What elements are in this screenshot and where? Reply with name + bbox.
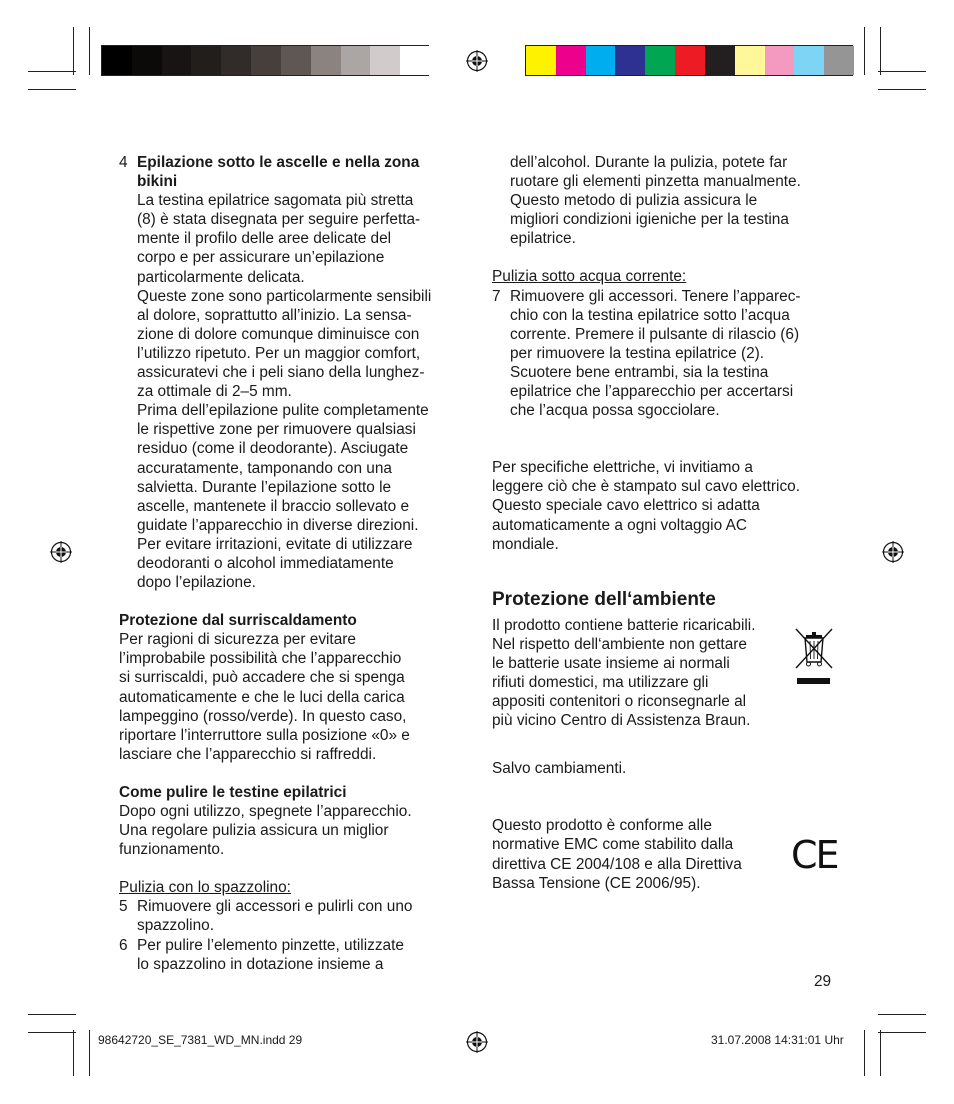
color-swatch xyxy=(765,46,795,75)
color-swatch xyxy=(221,46,251,75)
color-swatch xyxy=(311,46,341,75)
text-line: ruotare gli elementi pinzetta manualmente. xyxy=(510,173,801,191)
footer-timestamp: 31.07.2008 14:31:01 Uhr xyxy=(711,1033,844,1047)
step-body xyxy=(137,897,464,935)
step-6 xyxy=(119,936,464,974)
color-swatch xyxy=(705,46,735,75)
ce-mark-icon: CE xyxy=(791,833,838,877)
left-column xyxy=(119,153,464,974)
text-line: Il prodotto contiene batterie ricaricabili. xyxy=(492,616,756,634)
text-line: guidate l’apparecchio in diverse direzioni. xyxy=(137,516,419,534)
crossed-out-bin-icon xyxy=(794,626,836,686)
text-line: (8) è stata disegnata per seguire perfetta- xyxy=(137,211,421,229)
text-line: funzionamento. xyxy=(119,841,225,859)
step-number: 5 xyxy=(119,898,128,916)
text-line: migliori condizioni igieniche per la testina xyxy=(510,211,789,229)
text-line: lampeggino (rosso/verde). In questo caso, xyxy=(119,707,407,725)
text-line: mondiale. xyxy=(492,535,559,553)
section-heading-environment: Protezione dell‘ambiente xyxy=(492,588,716,610)
text-line: al dolore, soprattutto all’inizio. La sensa- xyxy=(137,306,412,324)
text-line: spazzolino. xyxy=(137,917,214,935)
text-line: appositi contenitori o riconsegnarle al xyxy=(492,693,747,711)
section-heading-overheat: Protezione dal surriscaldamento xyxy=(119,612,357,630)
text-line: Una regolare pulizia assicura un miglior xyxy=(119,822,389,840)
color-swatch xyxy=(162,46,192,75)
text-line: chio con la testina epilatrice sotto l’acqua xyxy=(510,306,790,324)
color-swatch xyxy=(102,46,132,75)
text-line: salvietta. Durante l’epilazione sotto le xyxy=(137,478,392,496)
color-swatch xyxy=(191,46,221,75)
text-line: le batterie usate insieme ai normali xyxy=(492,654,730,672)
step-number: 7 xyxy=(492,287,501,305)
overheat-body xyxy=(119,630,464,764)
text-line: Prima dell’epilazione pulite completamente xyxy=(137,402,429,420)
text-line: l’utilizzo ripetuto. Per un maggior comfort, xyxy=(137,344,421,362)
grayscale-color-bar xyxy=(101,45,429,76)
text-line: dell’alcohol. Durante la pulizia, potete far xyxy=(510,154,788,171)
color-swatch xyxy=(400,46,430,75)
text-line: lo spazzolino in dotazione insieme a xyxy=(137,955,384,973)
text-line: normative EMC come stabilito dalla xyxy=(492,836,734,854)
text-line: Rimuovere gli accessori e pulirli con uno xyxy=(137,898,413,916)
text-line: Per specifiche elettriche, vi invitiamo a xyxy=(492,459,753,477)
environment-body xyxy=(492,616,837,731)
text-line: rifiuti domestici, ma utilizzare gli xyxy=(492,673,709,691)
text-line: Dopo ogni utilizzo, spegnete l’apparecchio. xyxy=(119,803,412,820)
text-line: che l’acqua possa sgocciolare. xyxy=(510,402,720,420)
text-line: assicuratevi che i peli siano della lunghez- xyxy=(137,364,425,382)
subheading-water: Pulizia sotto acqua corrente: xyxy=(492,268,687,286)
cleaning-body xyxy=(119,802,464,859)
color-swatch xyxy=(824,46,854,75)
text-line: Questo metodo di pulizia assicura le xyxy=(510,192,758,210)
text-line: ascelle, mantenete il braccio sollevato e xyxy=(137,497,410,515)
step-7 xyxy=(492,287,837,421)
text-line: dopo l’epilazione. xyxy=(137,574,256,592)
color-swatch xyxy=(556,46,586,75)
color-swatch xyxy=(341,46,371,75)
text-line: particolarmente delicata. xyxy=(137,268,305,286)
text-line: l’improbabile possibilità che l’apparecchio xyxy=(119,650,402,668)
registration-mark-icon xyxy=(466,50,488,72)
color-swatch xyxy=(735,46,765,75)
text-line: Nel rispetto dell‘ambiente non gettare xyxy=(492,635,747,653)
text-line: za ottimale di 2–5 mm. xyxy=(137,383,292,401)
color-swatch xyxy=(675,46,705,75)
page-number: 29 xyxy=(814,973,832,990)
changes-notice: Salvo cambiamenti. xyxy=(492,760,627,778)
section-heading-cleaning: Come pulire le testine epilatrici xyxy=(119,783,347,801)
text-line: Rimuovere gli accessori. Tenere l’apparec- xyxy=(510,287,801,305)
color-swatch xyxy=(645,46,675,75)
ce-conformity-body xyxy=(492,816,837,892)
text-line: automaticamente a ogni voltaggio AC xyxy=(492,516,747,534)
step-body xyxy=(137,191,464,592)
step-title: bikini xyxy=(137,173,178,191)
right-column xyxy=(492,153,837,893)
color-swatch xyxy=(615,46,645,75)
text-line: leggere ciò che è stampato sul cavo elettrico. xyxy=(492,478,800,496)
text-line: riportare l’interruttore sulla posizione «0» e xyxy=(119,726,410,744)
color-swatch xyxy=(251,46,281,75)
step-number: 6 xyxy=(119,936,128,954)
step-4 xyxy=(119,153,464,592)
text-line: direttiva CE 2004/108 e alla Direttiva xyxy=(492,855,742,873)
text-line: per rimuovere la testina epilatrice (2). xyxy=(510,344,765,362)
text-line: Queste zone sono particolarmente sensibili xyxy=(137,287,432,305)
step-number: 4 xyxy=(119,154,128,171)
text-line: Per pulire l’elemento pinzette, utilizzate xyxy=(137,936,404,954)
text-line: Per evitare irritazioni, evitate di utilizzare xyxy=(137,535,413,553)
color-swatch xyxy=(132,46,162,75)
step-5 xyxy=(119,897,464,935)
color-swatch xyxy=(281,46,311,75)
electric-specs-body xyxy=(492,458,837,553)
step-title: Epilazione sotto le ascelle e nella zona xyxy=(137,154,420,171)
color-swatch xyxy=(586,46,616,75)
text-line: residuo (come il deodorante). Asciugate xyxy=(137,440,409,458)
process-color-bar xyxy=(525,45,853,76)
text-line: più vicino Centro di Assistenza Braun. xyxy=(492,712,751,730)
color-swatch xyxy=(794,46,824,75)
text-line: epilatrice. xyxy=(510,230,576,248)
footer-file-name: 98642720_SE_7381_WD_MN.indd 29 xyxy=(98,1033,303,1047)
subheading-brush: Pulizia con lo spazzolino: xyxy=(119,879,291,897)
text-line: corrente. Premere il pulsante di rilascio (6) xyxy=(510,325,800,343)
text-line: Per ragioni di sicurezza per evitare xyxy=(119,631,356,649)
text-line: Questo speciale cavo elettrico si adatta xyxy=(492,497,760,515)
text-line: automaticamente e che le luci della carica xyxy=(119,688,405,706)
color-swatch xyxy=(370,46,400,75)
registration-mark-icon xyxy=(882,541,904,563)
text-line: le rispettive zone per rimuovere qualsiasi xyxy=(137,421,416,439)
text-line: Questo prodotto è conforme alle xyxy=(492,817,712,835)
text-line: accuratamente, tamponando con una xyxy=(137,459,392,477)
step-body xyxy=(137,936,464,974)
text-line: lasciare che l’apparecchio si raffreddi. xyxy=(119,745,377,763)
step-6-continued xyxy=(492,153,837,248)
color-swatch xyxy=(526,46,556,75)
text-line: Bassa Tensione (CE 2006/95). xyxy=(492,874,701,892)
text-line: Scuotere bene entrambi, sia la testina xyxy=(510,363,769,381)
text-line: zione di dolore comunque diminuisce con xyxy=(137,325,420,343)
text-line: deodoranti o alcohol immediatamente xyxy=(137,554,394,572)
text-line: epilatrice che l’apparecchio per accertarsi xyxy=(510,383,794,401)
text-line: La testina epilatrice sagomata più stretta xyxy=(137,192,414,210)
step-body xyxy=(510,287,837,421)
text-line: mente il profilo delle aree delicate del xyxy=(137,230,392,248)
registration-mark-icon xyxy=(466,1031,488,1053)
text-line: si surriscaldi, può accadere che si spenga xyxy=(119,669,405,687)
registration-mark-icon xyxy=(50,541,72,563)
text-line: corpo e per assicurare un’epilazione xyxy=(137,249,385,267)
